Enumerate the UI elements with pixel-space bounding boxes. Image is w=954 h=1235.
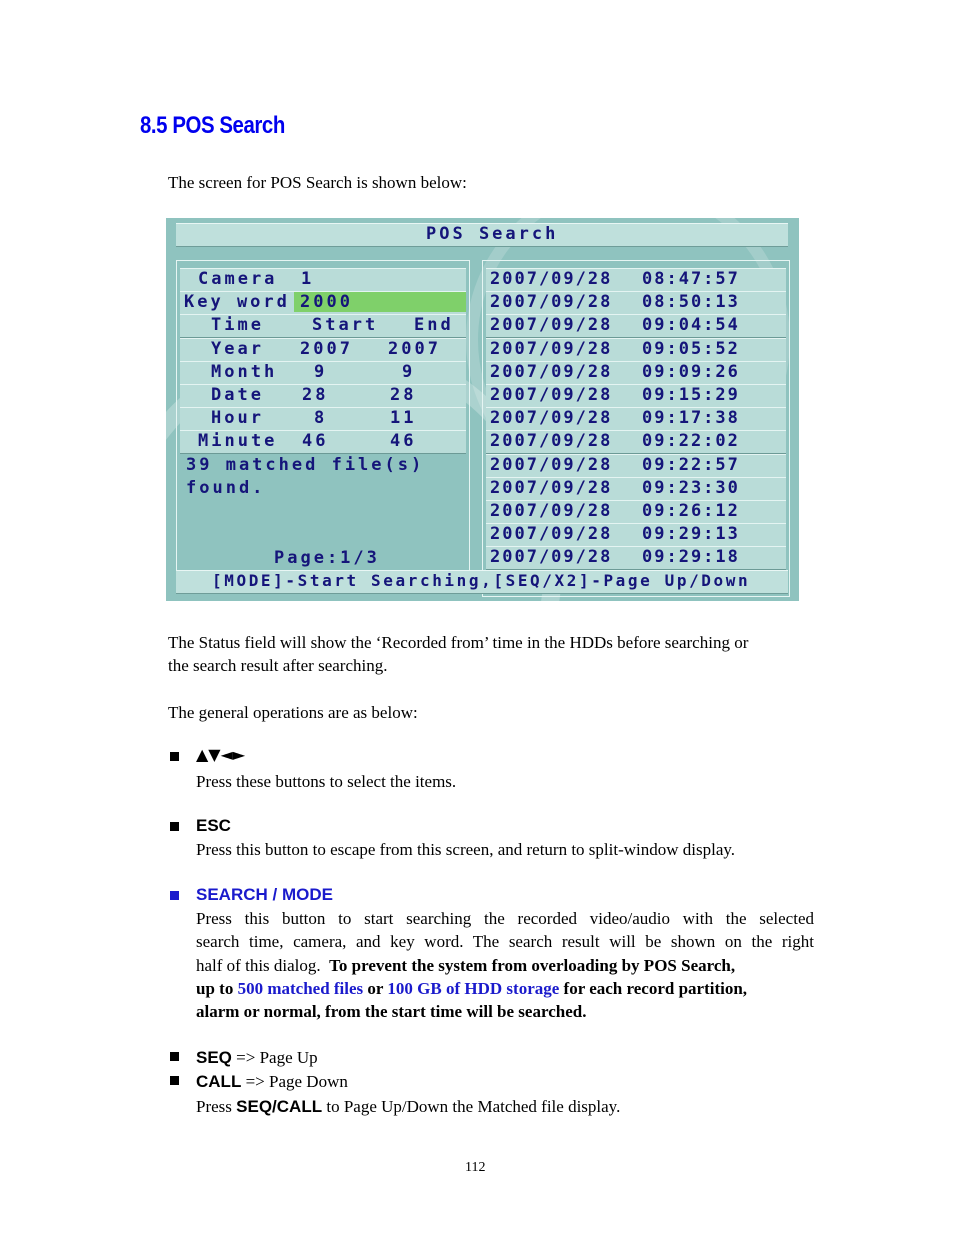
result-date: 2007/09/28 bbox=[490, 547, 613, 568]
pos-search-screenshot bbox=[166, 218, 799, 601]
field-label: Key word bbox=[184, 292, 290, 313]
page-number: 112 bbox=[465, 1160, 486, 1175]
field-label: Hour bbox=[211, 408, 264, 429]
result-date: 2007/09/28 bbox=[490, 315, 613, 336]
result-date: 2007/09/28 bbox=[490, 454, 613, 475]
result-date: 2007/09/28 bbox=[490, 477, 613, 498]
result-time: 09:29:18 bbox=[642, 547, 740, 568]
section-heading: 8.5 POS Search bbox=[140, 112, 285, 139]
esc-desc: Press this button to escape from this screen, and return to split-window display. bbox=[196, 840, 736, 859]
result-date: 2007/09/28 bbox=[490, 269, 613, 289]
result-time: 09:05:52 bbox=[642, 338, 740, 359]
search-line3: half of this dialog. To prevent the system from overloading by POS Search, bbox=[196, 956, 736, 975]
field-value-end[interactable]: 28 bbox=[390, 385, 417, 405]
screen-title: POS Search bbox=[426, 224, 559, 244]
field-value-start[interactable]: 9 bbox=[314, 361, 328, 382]
result-time: 09:22:57 bbox=[642, 454, 740, 475]
intro-text: The screen for POS Search is shown below: bbox=[168, 173, 467, 192]
press-line: Press SEQ/CALL to Page Up/Down the Matched file display. bbox=[196, 1097, 621, 1116]
result-time: 09:15:29 bbox=[642, 385, 740, 405]
result-time: 09:09:26 bbox=[642, 361, 740, 382]
arrows-desc: Press these buttons to select the items. bbox=[196, 772, 457, 791]
status-line-1: 39 matched file(s) bbox=[186, 455, 425, 475]
field-label: Minute bbox=[198, 431, 278, 452]
field-value-start[interactable]: 1 bbox=[301, 269, 315, 289]
result-date: 2007/09/28 bbox=[490, 338, 613, 359]
page-indicator: Page:1/3 bbox=[274, 548, 380, 568]
bullet-icon bbox=[170, 1076, 179, 1085]
field-value-end[interactable]: 11 bbox=[390, 408, 417, 429]
seq-line: SEQ => Page Up bbox=[196, 1048, 318, 1067]
call-line: CALL => Page Down bbox=[196, 1072, 348, 1091]
field-label: Year bbox=[211, 338, 264, 359]
field-value-end[interactable]: 46 bbox=[390, 431, 417, 452]
field-value-end[interactable]: 9 bbox=[402, 361, 416, 382]
result-time: 08:47:57 bbox=[642, 269, 740, 289]
field-value-start[interactable]: 2007 bbox=[300, 338, 353, 359]
field-label: Camera bbox=[198, 269, 278, 289]
field-value-start[interactable]: 8 bbox=[314, 408, 328, 429]
para1-line2: the search result after searching. bbox=[168, 656, 388, 675]
bullet-icon bbox=[170, 1052, 179, 1061]
field-label: Time bbox=[211, 315, 264, 336]
field-label: Date bbox=[211, 385, 264, 405]
field-value-start[interactable]: 28 bbox=[302, 385, 329, 405]
search-line1: Press this button to start searching the recorded video/audio with the selected bbox=[196, 909, 814, 928]
field-value-start[interactable]: Start bbox=[312, 315, 379, 336]
result-time: 09:04:54 bbox=[642, 315, 740, 336]
result-time: 09:26:12 bbox=[642, 501, 740, 521]
screen-footer: [MODE]-Start Searching,[SEQ/X2]-Page Up/Down bbox=[212, 571, 751, 590]
field-value-start[interactable]: 46 bbox=[302, 431, 329, 452]
result-date: 2007/09/28 bbox=[490, 361, 613, 382]
arrows-title: ▲▼◄► bbox=[196, 745, 246, 764]
result-time: 09:22:02 bbox=[642, 431, 740, 452]
result-date: 2007/09/28 bbox=[490, 385, 613, 405]
result-date: 2007/09/28 bbox=[490, 408, 613, 429]
status-line-2: found. bbox=[186, 478, 266, 498]
search-line2: search time, camera, and key word. The search result will be shown on the right bbox=[196, 932, 814, 951]
field-value-start[interactable]: 2000 bbox=[300, 292, 353, 313]
search-title: SEARCH / MODE bbox=[196, 885, 333, 904]
result-date: 2007/09/28 bbox=[490, 292, 613, 313]
search-line4: up to 500 matched files or 100 GB of HDD storage for each record partition, bbox=[196, 979, 748, 998]
para2: The general operations are as below: bbox=[168, 703, 418, 722]
field-label: Month bbox=[211, 361, 278, 382]
field-value-end[interactable]: End bbox=[414, 315, 454, 336]
result-date: 2007/09/28 bbox=[490, 431, 613, 452]
result-date: 2007/09/28 bbox=[490, 501, 613, 521]
para1-line1: The Status field will show the ‘Recorded from’ time in the HDDs before searching or bbox=[168, 633, 749, 652]
bullet-icon bbox=[170, 752, 179, 761]
result-date: 2007/09/28 bbox=[490, 524, 613, 545]
esc-title: ESC bbox=[196, 816, 231, 835]
result-time: 09:17:38 bbox=[642, 408, 740, 429]
field-value-end[interactable]: 2007 bbox=[388, 338, 441, 359]
search-line5: alarm or normal, from the start time will be searched. bbox=[196, 1002, 587, 1021]
result-time: 08:50:13 bbox=[642, 292, 740, 313]
bullet-icon bbox=[170, 891, 179, 900]
result-time: 09:23:30 bbox=[642, 477, 740, 498]
result-time: 09:29:13 bbox=[642, 524, 740, 545]
bullet-icon bbox=[170, 822, 179, 831]
